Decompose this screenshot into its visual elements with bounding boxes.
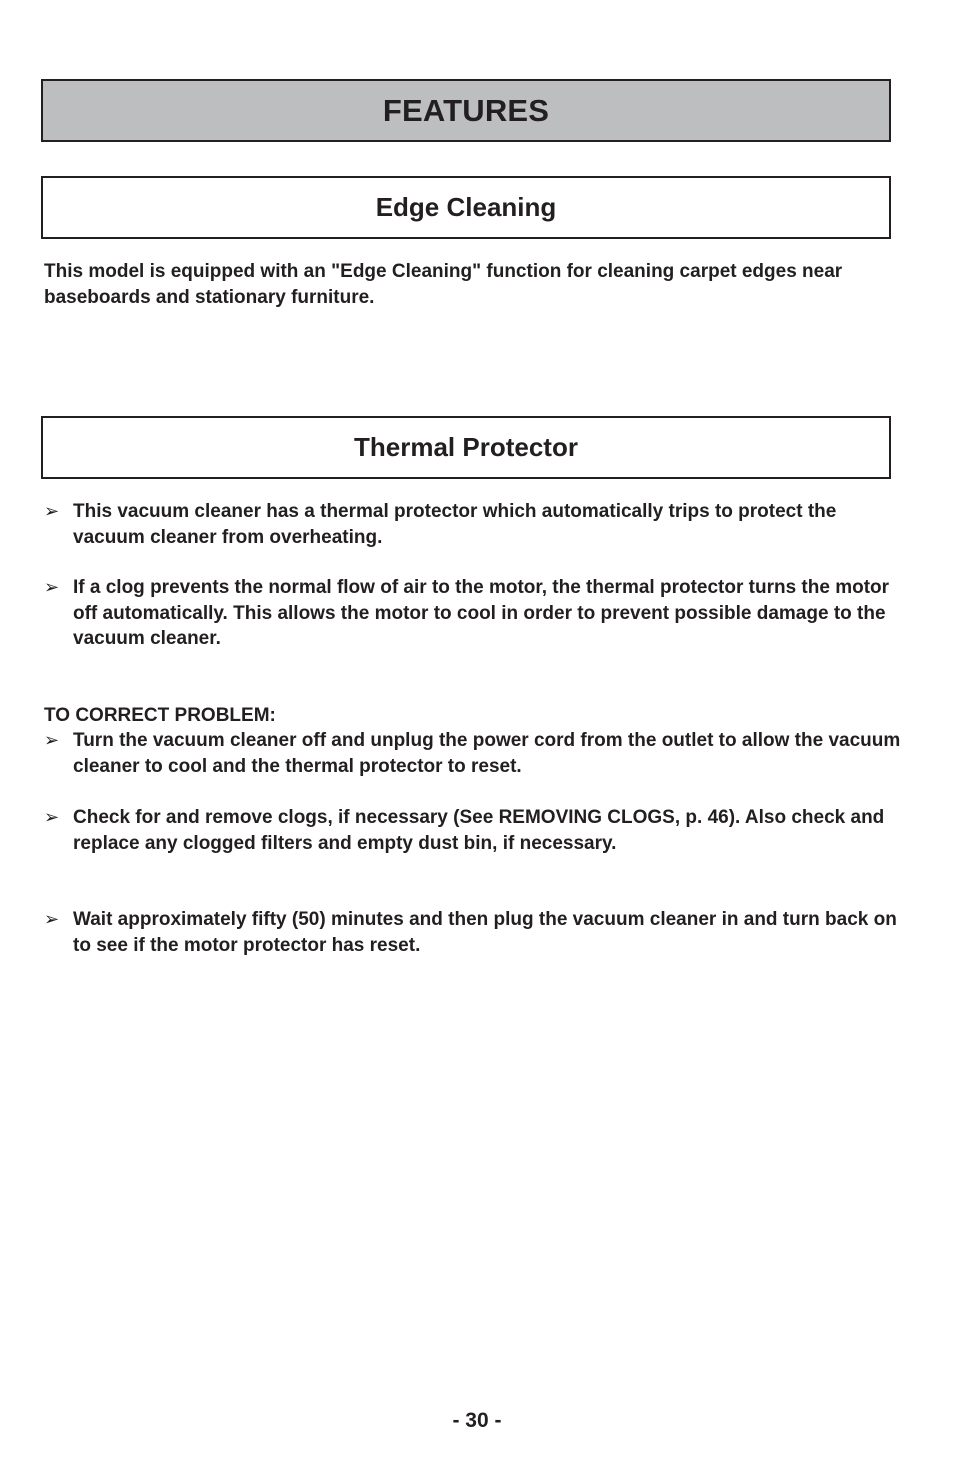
thermal-protector-heading: Thermal Protector [354,432,578,462]
step-text: Wait approximately fifty (50) minutes and then plug the vacuum cleaner in and turn back on to see if the motor protector has reset. [73,909,897,956]
edge-cleaning-description: This model is equipped with an "Edge Cleaning" function for cleaning carpet edges near baseboards and stationary furniture. [44,261,843,308]
list-item [44,907,904,958]
arrow-bullet-icon: ➢ [44,730,60,751]
arrow-bullet-icon: ➢ [44,909,60,930]
features-title-bar [41,79,891,142]
to-correct-problem-heading: TO CORRECT PROBLEM: [44,705,276,726]
arrow-bullet-icon: ➢ [44,577,60,598]
step-text: Check for and remove clogs, if necessary (See REMOVING CLOGS, p. 46). Also check and replace any clogged filters and empty dust bin, if necessary. [73,807,885,854]
step-text: Turn the vacuum cleaner off and unplug the power cord from the outlet to allow the vacuum cleaner to cool and the thermal protector to reset. [73,730,901,777]
edge-cleaning-heading: Edge Cleaning [375,192,557,222]
list-item [44,728,904,779]
page-number: - 30 - [452,1409,502,1432]
bullet-text: If a clog prevents the normal flow of air to the motor, the thermal protector turns the motor off automatically. This allows the motor to cool in order to prevent possible damage to the vacuum cleaner. [73,577,890,649]
bullet-text: This vacuum cleaner has a thermal protector which automatically trips to protect the vacuum cleaner from overheating. [73,501,837,548]
list-item [44,499,904,550]
list-item [44,575,904,652]
list-item [44,805,904,856]
edge-cleaning-heading-box [41,176,891,239]
arrow-bullet-icon: ➢ [44,501,60,522]
arrow-bullet-icon: ➢ [44,807,60,828]
thermal-protector-heading-box [41,416,891,479]
page-title: FEATURES [382,92,550,128]
